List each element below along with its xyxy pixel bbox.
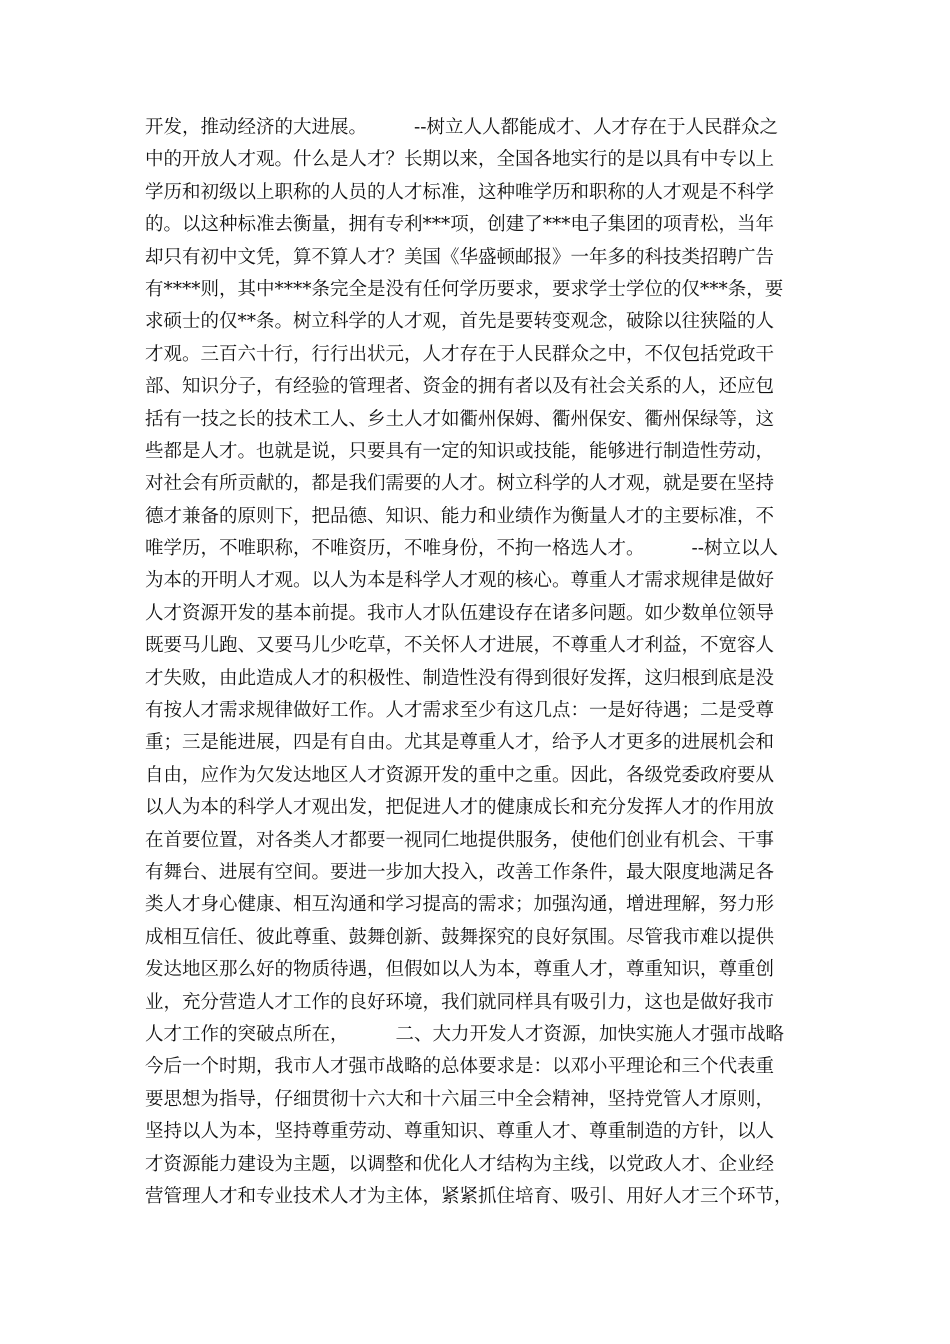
text-line: 成相互信任、彼此尊重、鼓舞创新、鼓舞探究的良好氛围。尽管我市难以提供 xyxy=(145,926,775,948)
text-line: 既要马儿跑、又要马儿少吃草，不关怀人才进展，不尊重人才利益，不宽容人 xyxy=(145,635,775,657)
text-line: 求硕士的仅**条。树立科学的人才观，首先是要转变观念，破除以往狭隘的人 xyxy=(145,311,775,333)
text-line: 开发，推动经济的大进展。 --树立人人都能成才、人才存在于人民群众之 xyxy=(145,117,779,138)
text-line: 才失败，由此造成人才的积极性、制造性没有得到很好发挥，这归根到底是没 xyxy=(145,667,775,689)
text-line: 发达地区那么好的物质待遇，但假如以人为本，尊重人才，尊重知识，尊重创 xyxy=(145,959,775,981)
text-line: 人才工作的突破点所在， 二、大力开发人才资源，加快实施人才强市战略 xyxy=(145,1023,785,1045)
text-line: 为本的开明人才观。以人为本是科学人才观的核心。尊重人才需求规律是做好 xyxy=(145,570,775,592)
text-line: 业，充分营造人才工作的良好环境，我们就同样具有吸引力，这也是做好我市 xyxy=(145,991,775,1013)
text-line: 中的开放人才观。什么是人才？长期以来，全国各地实行的是以具有中专以上 xyxy=(145,149,775,171)
text-line: 唯学历，不唯职称，不唯资历，不唯身份，不拘一格选人才。 --树立以人 xyxy=(145,538,779,560)
text-line: 在首要位置，对各类人才都要一视同仁地提供服务，使他们创业有机会、干事 xyxy=(145,829,775,851)
text-line: 德才兼备的原则下，把品德、知识、能力和业绩作为衡量人才的主要标准，不 xyxy=(145,505,775,527)
text-line: 类人才身心健康、相互沟通和学习提高的需求；加强沟通，增进理解，努力形 xyxy=(145,894,775,916)
text-line: 有****则，其中****条完全是没有任何学历要求，要求学士学位的仅***条，要 xyxy=(145,278,784,300)
text-line: 坚持以人为本，坚持尊重劳动、尊重知识、尊重人才、尊重制造的方针，以人 xyxy=(145,1121,775,1143)
text-line: 才资源能力建设为主题，以调整和优化人才结构为主线，以党政人才、企业经 xyxy=(145,1153,775,1175)
text-line: 的。以这种标准去衡量，拥有专利***项，创建了***电子集团的项青松，当年 xyxy=(145,214,775,236)
text-line: 人才资源开发的基本前提。我市人才队伍建设存在诸多问题。如少数单位领导 xyxy=(145,602,775,624)
text-line: 要思想为指导，仔细贯彻十六大和十六届三中全会精神，坚持党管人才原则， xyxy=(145,1088,775,1110)
body-text xyxy=(145,112,815,1213)
text-line: 有按人才需求规律做好工作。人才需求至少有这几点：一是好待遇；二是受尊 xyxy=(145,700,775,722)
text-line: 重；三是能进展，四是有自由。尤其是尊重人才，给予人才更多的进展机会和 xyxy=(145,732,775,754)
text-line: 以人为本的科学人才观出发，把促进人才的健康成长和充分发挥人才的作用放 xyxy=(145,797,775,819)
text-line: 营管理人才和专业技术人才为主体，紧紧抓住培育、吸引、用好人才三个环节， xyxy=(145,1185,793,1207)
text-line: 对社会有所贡献的，都是我们需要的人才。树立科学的人才观，就是要在坚持 xyxy=(145,473,775,495)
text-line: 却只有初中文凭，算不算人才？美国《华盛顿邮报》一年多的科技类招聘广告 xyxy=(145,246,775,268)
text-line: 括有一技之长的技术工人、乡土人才如衢州保姆、衢州保安、衢州保绿等，这 xyxy=(145,408,775,430)
text-line: 有舞台、进展有空间。要进一步加大投入，改善工作条件，最大限度地满足各 xyxy=(145,861,775,883)
text-line: 部、知识分子，有经验的管理者、资金的拥有者以及有社会关系的人，还应包 xyxy=(145,376,775,398)
text-line: 学历和初级以上职称的人员的人才标准，这种唯学历和职称的人才观是不科学 xyxy=(145,181,775,203)
text-line: 今后一个时期，我市人才强市战略的总体要求是：以邓小平理论和三个代表重 xyxy=(145,1056,775,1078)
text-line: 些都是人才。也就是说，只要具有一定的知识或技能，能够进行制造性劳动， xyxy=(145,440,775,462)
text-line: 自由，应作为欠发达地区人才资源开发的重中之重。因此，各级党委政府要从 xyxy=(145,764,775,786)
text-line: 才观。三百六十行，行行出状元，人才存在于人民群众之中，不仅包括党政干 xyxy=(145,343,775,365)
